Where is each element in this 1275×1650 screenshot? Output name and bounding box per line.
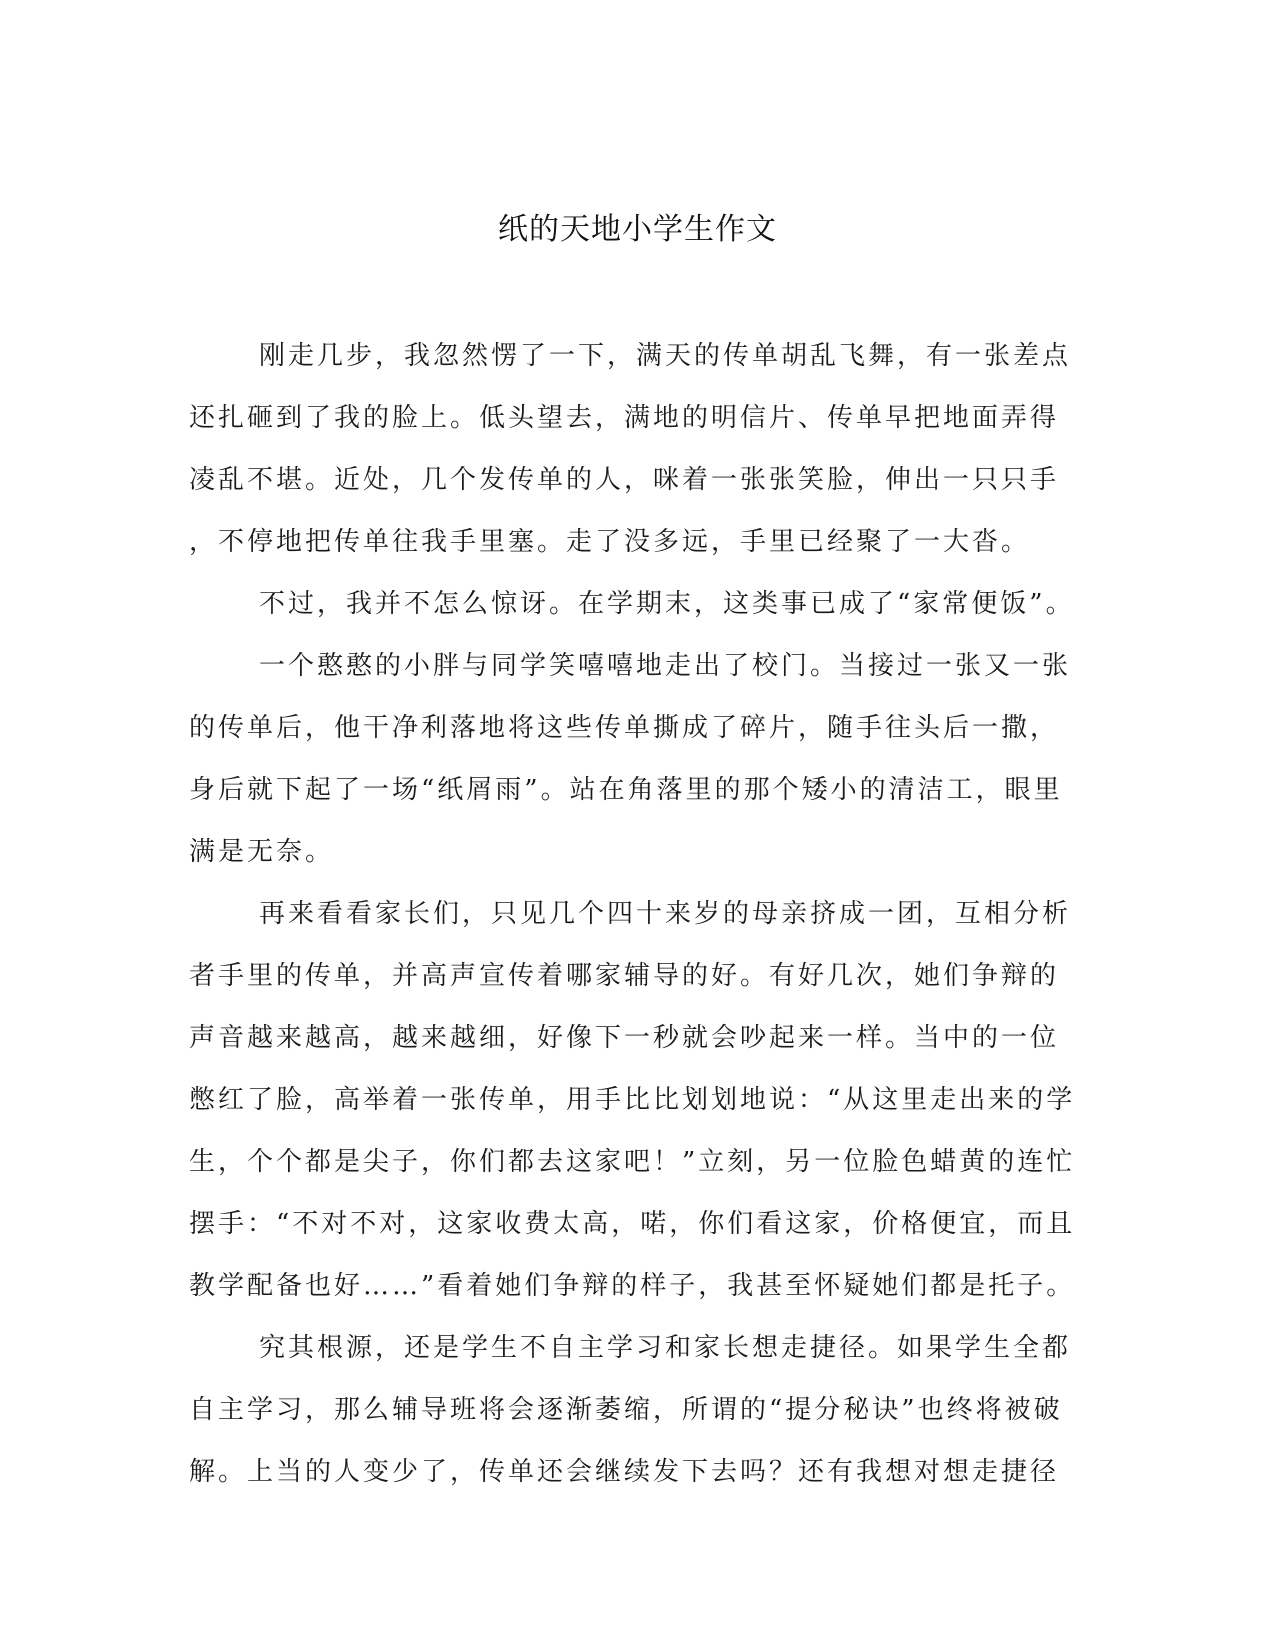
text-line: 不过，我并不怎么惊讶。在学期末，这类事已成了“家常便饭”。 bbox=[259, 589, 1075, 619]
document-body bbox=[189, 325, 1074, 1503]
text-line: 摆手：“不对不对，这家收费太高，喏，你们看这家，价格便宜，而且 bbox=[189, 1209, 1076, 1239]
text-line: ，不停地把传单往我手里塞。走了没多远，手里已经聚了一大沓。 bbox=[189, 527, 1031, 557]
text-line: 凌乱不堪。近处，几个发传单的人，咪着一张张笑脸，伸出一只只手 bbox=[189, 465, 1060, 495]
text-line: 身后就下起了一场“纸屑雨”。站在角落里的那个矮小的清洁工，眼里 bbox=[189, 775, 1063, 805]
text-line: 的传单后，他干净利落地将这些传单撕成了碎片，随手往头后一撒， bbox=[189, 713, 1060, 743]
text-line: 教学配备也好……”看着她们争辩的样子，我甚至怀疑她们都是托子。 bbox=[189, 1271, 1076, 1301]
text-line: 一个憨憨的小胖与同学笑嘻嘻地走出了校门。当接过一张又一张 bbox=[259, 651, 1072, 681]
text-line: 刚走几步，我忽然愣了一下，满天的传单胡乱飞舞，有一张差点 bbox=[259, 341, 1072, 371]
text-line: 声音越来越高，越来越细，好像下一秒就会吵起来一样。当中的一位 bbox=[189, 1023, 1060, 1053]
text-line: 憋红了脸，高举着一张传单，用手比比划划地说：“从这里走出来的学 bbox=[189, 1085, 1076, 1115]
text-line: 者手里的传单，并高声宣传着哪家辅导的好。有好几次，她们争辩的 bbox=[189, 961, 1060, 991]
text-line: 生，个个都是尖子，你们都去这家吧！”立刻，另一位脸色蜡黄的连忙 bbox=[189, 1147, 1076, 1177]
document-title: 纸的天地小学生作文 bbox=[498, 212, 777, 247]
text-line: 解。上当的人变少了，传单还会继续发下去吗？还有我想对想走捷径 bbox=[189, 1457, 1060, 1487]
text-line: 再来看看家长们，只见几个四十来岁的母亲挤成一团，互相分析 bbox=[259, 899, 1072, 929]
text-line: 自主学习，那么辅导班将会逐渐萎缩，所谓的“提分秘诀”也终将被破 bbox=[189, 1395, 1063, 1425]
text-line: 还扎砸到了我的脸上。低头望去，满地的明信片、传单早把地面弄得 bbox=[189, 403, 1060, 433]
text-line: 满是无奈。 bbox=[189, 837, 335, 867]
text-line: 究其根源，还是学生不自主学习和家长想走捷径。如果学生全都 bbox=[259, 1333, 1072, 1363]
